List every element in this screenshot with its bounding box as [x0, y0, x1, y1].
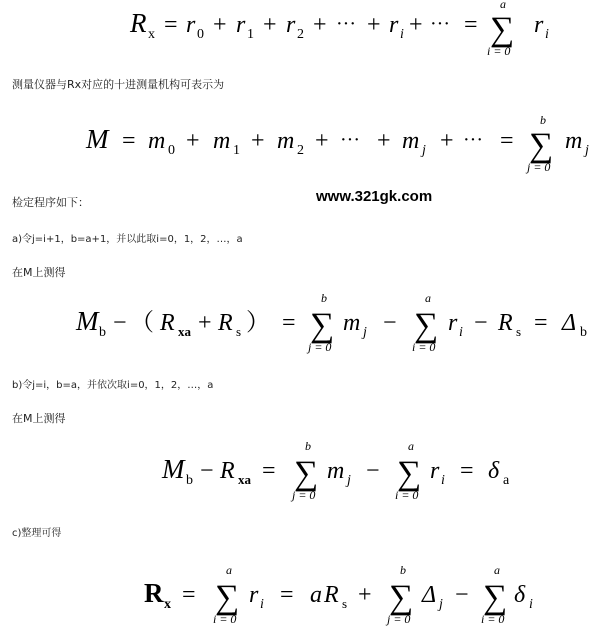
equals-sign: =: [534, 310, 548, 336]
term-r1: r: [236, 12, 246, 38]
subscript-0: 0: [197, 27, 204, 42]
formula-rx-result: [0, 560, 600, 632]
subscript-x: x: [164, 597, 171, 612]
equals-sign: =: [164, 12, 178, 38]
term-m1: m: [213, 128, 231, 154]
procedure-heading: 检定程序如下：: [12, 196, 89, 209]
term-r2: r: [286, 12, 296, 38]
coefficient-a: a: [310, 582, 322, 608]
term-mj: m: [327, 458, 345, 484]
subscript-j: j: [585, 143, 589, 158]
measure-on-m-text: 在M上测得: [12, 412, 66, 425]
subscript-2: 2: [297, 27, 304, 42]
term-ri: r: [448, 310, 458, 336]
step-b-text: b)令j=i，b=a，并依次取i=0，1，2，…，a: [12, 380, 214, 391]
sum-sign: ∑: [310, 307, 335, 344]
symbol-M: M: [76, 306, 99, 336]
symbol-R: R: [144, 578, 164, 608]
term-ri: r: [249, 582, 259, 608]
plus-sign: +: [315, 128, 329, 154]
subscript-2: 2: [297, 143, 304, 158]
symbol-R: R: [218, 310, 233, 336]
minus-sign: −: [200, 458, 214, 484]
sum-sign: ∑: [490, 11, 515, 48]
plus-sign: +: [377, 128, 391, 154]
sum-upper-b: b: [400, 563, 406, 577]
sum-upper-b: b: [540, 113, 546, 127]
sum-upper-a: a: [500, 0, 506, 11]
open-paren: （: [130, 310, 154, 336]
minus-sign: −: [113, 310, 127, 336]
subscript-b: b: [99, 325, 106, 340]
symbol-delta: Δ: [422, 582, 437, 608]
step-a-text: a)令j=i+1，b=a+1，并以此取i=0，1，2，…，a: [12, 234, 243, 245]
sum-lower-j0: j = 0: [387, 612, 411, 626]
sum-lower-i0: i = 0: [395, 488, 419, 502]
sum-lower-i0: i = 0: [481, 612, 505, 626]
measure-on-m-text: 在M上测得: [12, 266, 66, 279]
symbol-M: M: [86, 124, 109, 154]
equals-sign: =: [122, 128, 136, 154]
formula-delta-a: [0, 436, 600, 504]
term-mj: m: [565, 128, 583, 154]
subscript-j: j: [422, 143, 426, 158]
subscript-1: 1: [233, 143, 240, 158]
equals-sign: =: [282, 310, 296, 336]
sum-lower-i0: i = 0: [487, 44, 511, 58]
subscript-i: i: [260, 597, 264, 612]
plus-sign: +: [409, 12, 423, 38]
subscript-i: i: [459, 325, 463, 340]
subscript-b: b: [580, 325, 587, 340]
plus-sign: +: [198, 310, 212, 336]
symbol-delta-lower: δ: [488, 458, 500, 484]
sum-sign: ∑: [215, 579, 240, 616]
equals-sign: =: [262, 458, 276, 484]
sum-lower-j0: j = 0: [292, 488, 316, 502]
subscript-i: i: [400, 27, 404, 42]
close-paren: ）: [246, 310, 270, 336]
subscript-i: i: [529, 597, 533, 612]
equals-sign: =: [280, 582, 294, 608]
term-m2: m: [277, 128, 295, 154]
sum-upper-b: b: [321, 291, 327, 305]
sum-sign: ∑: [397, 455, 422, 492]
subscript-j: j: [363, 325, 367, 340]
formula-m-sum: [0, 110, 600, 182]
watermark-text: www.321gk.com: [316, 188, 433, 205]
plus-sign: +: [213, 12, 227, 38]
subscript-1: 1: [247, 27, 254, 42]
sum-sign: ∑: [389, 579, 414, 616]
subscript-j: j: [347, 473, 351, 488]
symbol-M: M: [162, 454, 185, 484]
equals-sign: =: [464, 12, 478, 38]
sum-upper-a: a: [494, 563, 500, 577]
symbol-delta: Δ: [562, 310, 577, 336]
sum-upper-a: a: [425, 291, 431, 305]
sum-upper-b: b: [305, 439, 311, 453]
subscript-s: s: [516, 324, 522, 339]
term-mj: m: [402, 128, 420, 154]
intro-text: 测量仪器与Rx对应的十进测量机构可表示为: [12, 78, 225, 91]
term-ri: r: [534, 12, 544, 38]
subscript-xa: xa: [238, 472, 251, 487]
sum-sign: ∑: [483, 579, 508, 616]
subscript-s: s: [236, 324, 242, 339]
subscript-b: b: [186, 473, 193, 488]
minus-sign: −: [366, 458, 380, 484]
plus-sign: +: [251, 128, 265, 154]
term-r0: r: [186, 12, 196, 38]
subscript-i: i: [441, 473, 445, 488]
sum-sign: ∑: [414, 307, 439, 344]
term-ri: r: [389, 12, 399, 38]
minus-sign: −: [455, 582, 469, 608]
subscript-xa: xa: [178, 324, 191, 339]
ellipsis: ···: [463, 129, 483, 151]
sum-sign: ∑: [529, 127, 554, 164]
ellipsis: ···: [430, 13, 450, 35]
subscript-i: i: [545, 27, 549, 42]
plus-sign: +: [263, 12, 277, 38]
plus-sign: +: [186, 128, 200, 154]
formula-delta-b: [0, 288, 600, 356]
symbol-delta-lower: δ: [514, 582, 526, 608]
symbol-R: R: [220, 458, 235, 484]
sum-lower-i0: i = 0: [213, 612, 237, 626]
minus-sign: −: [474, 310, 488, 336]
equals-sign: =: [460, 458, 474, 484]
sum-upper-a: a: [226, 563, 232, 577]
subscript-s: s: [342, 596, 348, 611]
plus-sign: +: [367, 12, 381, 38]
ellipsis: ···: [340, 129, 360, 151]
plus-sign: +: [440, 128, 454, 154]
equals-sign: =: [182, 582, 196, 608]
term-mj: m: [343, 310, 361, 336]
sum-upper-a: a: [408, 439, 414, 453]
sum-lower-i0: i = 0: [412, 340, 436, 354]
subscript-x: x: [148, 27, 155, 42]
sum-lower-j0: j = 0: [308, 340, 332, 354]
formula-rx-sum: [0, 0, 600, 62]
plus-sign: +: [358, 582, 372, 608]
symbol-R: R: [324, 582, 339, 608]
symbol-R: R: [130, 8, 147, 38]
sum-sign: ∑: [294, 455, 319, 492]
sum-lower-j0: j = 0: [527, 160, 551, 174]
plus-sign: +: [313, 12, 327, 38]
symbol-R: R: [160, 310, 175, 336]
term-ri: r: [430, 458, 440, 484]
step-c-text: c)整理可得: [12, 528, 62, 539]
subscript-a: a: [503, 473, 510, 488]
symbol-R: R: [498, 310, 513, 336]
minus-sign: −: [383, 310, 397, 336]
term-m0: m: [148, 128, 166, 154]
subscript-j: j: [439, 597, 443, 612]
ellipsis: ···: [336, 13, 356, 35]
subscript-0: 0: [168, 143, 175, 158]
equals-sign: =: [500, 128, 514, 154]
